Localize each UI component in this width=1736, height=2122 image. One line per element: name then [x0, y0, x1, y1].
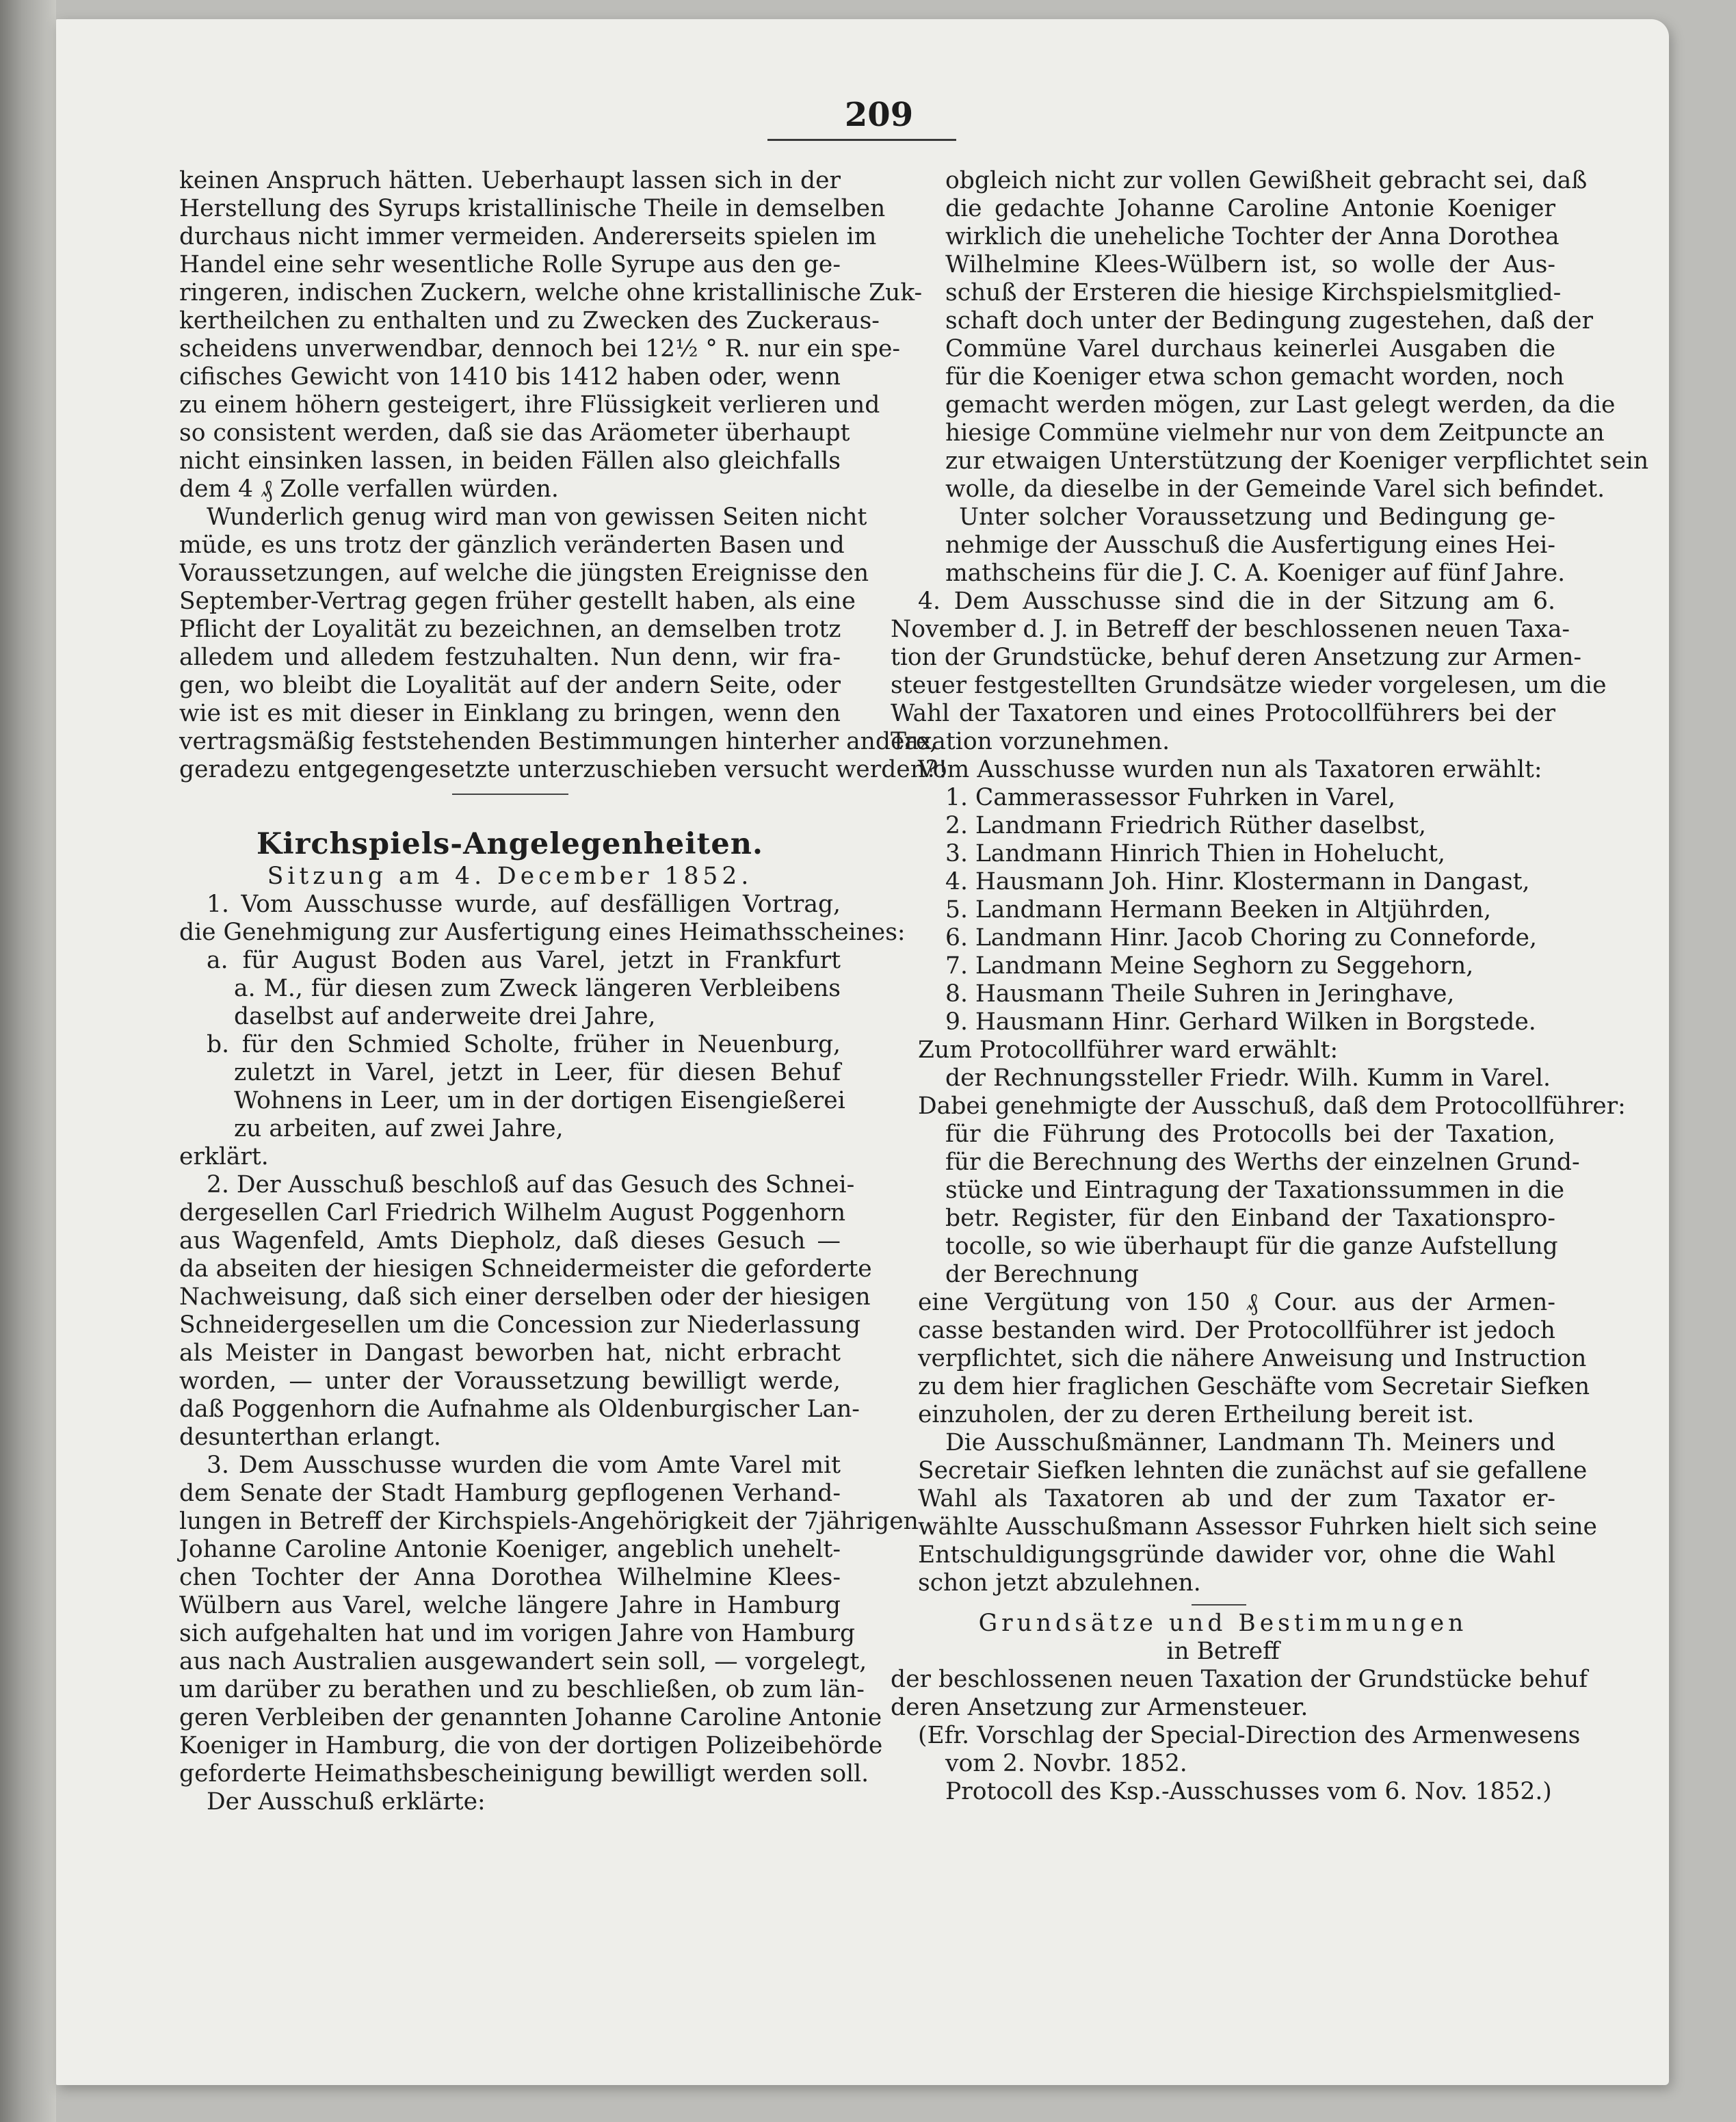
text-line: steuer festgestellten Grundsätze wieder vorgelesen, um die: [891, 672, 1607, 699]
text-line: Wahl der Taxatoren und eines Protocollführers bei der: [891, 700, 1555, 727]
text-line: sich aufgehalten hat und im vorigen Jahre von Hamburg: [179, 1620, 856, 1647]
text-line: lungen in Betreff der Kirchspiels-Angehörigkeit der 7jährigen: [179, 1508, 919, 1535]
text-line: November d. J. in Betreff der beschlossenen neuen Taxa-: [891, 616, 1570, 643]
list-item: 6. Landmann Hinr. Jacob Choring zu Conneforde,: [945, 924, 1537, 952]
text-line: worden, — unter der Voraussetzung bewilligt werde,: [179, 1367, 841, 1395]
text-line: zu dem hier fraglichen Geschäfte vom Secretair Siefken: [918, 1373, 1590, 1400]
text-line: Wohnens in Leer, um in der dortigen Eisengießerei: [234, 1087, 845, 1114]
reference-line: vom 2. Novbr. 1852.: [945, 1750, 1187, 1777]
text-line: scheidens unverwendbar, dennoch bei 12½ ° R. nur ein spe-: [179, 335, 901, 363]
text-line: einzuholen, der zu deren Ertheilung bereit ist.: [918, 1401, 1475, 1428]
text-line: gemacht werden mögen, zur Last gelegt werden, da die: [945, 391, 1616, 419]
text-line: dem Senate der Stadt Hamburg gepflogenen Verhand-: [179, 1480, 841, 1507]
text-line: kertheilchen zu enthalten und zu Zwecken des Zuckeraus-: [179, 307, 880, 335]
text-line: dem 4 ₰ Zolle verfallen würden.: [179, 475, 559, 503]
text-line: wolle, da dieselbe in der Gemeinde Varel sich befindet.: [945, 475, 1605, 503]
item-4: [891, 588, 1607, 756]
list-item: 3. Landmann Hinrich Thien in Hohelucht,: [945, 840, 1445, 867]
reference-line: (Efr. Vorschlag der Special-Direction des Armenwesens: [918, 1722, 1581, 1749]
text-line: dergesellen Carl Friedrich Wilhelm August Poggenhorn: [179, 1199, 846, 1227]
session-date: Sitzung am 4. December 1852.: [267, 863, 753, 890]
reference-line: Protocoll des Ksp.-Ausschusses vom 6. Nov. 1852.): [945, 1778, 1552, 1805]
text-line: 3. Dem Ausschusse wurden die vom Amte Varel mit: [207, 1452, 841, 1479]
section-divider: [452, 794, 568, 795]
text-line: geradezu entgegengesetzte unterzuschieben versucht werden?!: [179, 756, 948, 783]
left-column: [179, 167, 948, 1816]
right-column: [891, 167, 1649, 1806]
text-line: nicht einsinken lassen, in beiden Fällen also gleichfalls: [179, 447, 841, 475]
page-number-rule: [767, 139, 956, 141]
text-line: schon jetzt abzulehnen.: [918, 1569, 1201, 1597]
list-item: 5. Landmann Hermann Beeken in Altjührden,: [945, 896, 1492, 924]
text-line: Herstellung des Syrups kristallinische Theile in demselben: [179, 195, 886, 222]
text-line: der Berechnung: [945, 1261, 1139, 1288]
text-line: cifisches Gewicht von 1410 bis 1412 haben oder, wenn: [179, 363, 841, 391]
text-line: Unter solcher Voraussetzung und Bedingung ge-: [959, 503, 1555, 531]
text-line: 4. Dem Ausschusse sind die in der Sitzung am 6.: [918, 588, 1555, 615]
text-line: a. M., für diesen zum Zweck längeren Verbleibens: [234, 975, 841, 1002]
text-line: eine Vergütung von 150 ₰ Cour. aus der Armen-: [918, 1289, 1555, 1316]
list-item: 4. Hausmann Joh. Hinr. Klostermann in Dangast,: [945, 868, 1530, 895]
text-line: alledem und alledem festzuhalten. Nun denn, wir fra-: [179, 644, 841, 671]
text-line: betr. Register, für den Einband der Taxationspro-: [945, 1205, 1555, 1232]
text-line: hiesige Commüne vielmehr nur von dem Zeitpuncte an: [945, 419, 1605, 447]
text-line: keinen Anspruch hätten. Ueberhaupt lassen sich in der: [179, 167, 841, 194]
approval-block: [891, 1121, 1580, 1289]
text-line: Wunderlich genug wird man von gewissen Seiten nicht: [207, 503, 867, 531]
text-line: so consistent werden, daß sie das Aräometer überhaupt: [179, 419, 850, 447]
text-line: a. für August Boden aus Varel, jetzt in Frankfurt: [207, 947, 841, 974]
paragraph-syrup: [179, 167, 923, 503]
text-line: für die Führung des Protocolls bei der Taxation,: [945, 1121, 1555, 1148]
text-line: tocolle, so wie überhaupt für die ganze Aufstellung: [945, 1233, 1558, 1260]
text-line: zuletzt in Varel, jetzt in Leer, für diesen Behuf: [234, 1059, 841, 1086]
text-line: um darüber zu berathen und zu beschließen, ob zum län-: [179, 1676, 865, 1703]
text-line: Entschuldigungsgründe dawider vor, ohne die Wahl: [918, 1541, 1555, 1569]
text-line: mathscheins für die J. C. A. Koeniger auf fünf Jahre.: [945, 560, 1566, 587]
text-line: geren Verbleiben der genannten Johanne Caroline Antonie: [179, 1704, 882, 1731]
text-line: wirklich die uneheliche Tochter der Anna Dorothea: [945, 223, 1560, 250]
text-line: tion der Grundstücke, behuf deren Ansetzung zur Armen-: [891, 644, 1582, 671]
text-line: obgleich nicht zur vollen Gewißheit gebracht sei, daß: [945, 167, 1588, 194]
text-line: desunterthan erlangt.: [179, 1424, 441, 1451]
text-line: deren Ansetzung zur Armensteuer.: [891, 1694, 1308, 1721]
scan-edge-shadow: [0, 0, 56, 2122]
item-2: [179, 1171, 872, 1452]
protocol-name: der Rechnungssteller Friedr. Wilh. Kumm in Varel.: [945, 1064, 1551, 1092]
section-divider: [1192, 1604, 1246, 1606]
text-line: die Genehmigung zur Ausfertigung eines Heimathsscheines:: [179, 919, 906, 946]
text-line: Taxation vorzunehmen.: [891, 728, 1170, 755]
text-line: müde, es uns trotz der gänzlich veränderten Basen und: [179, 532, 845, 559]
text-line: stücke und Eintragung der Taxationssummen in die: [945, 1177, 1565, 1204]
text-line: zu arbeiten, auf zwei Jahre,: [234, 1115, 564, 1142]
text-line: für die Koeniger etwa schon gemacht worden, noch: [945, 363, 1564, 391]
text-line: Die Ausschußmänner, Landmann Th. Meiners und: [945, 1429, 1555, 1456]
text-line: nehmige der Ausschuß die Ausfertigung eines Hei-: [945, 532, 1555, 559]
text-line: Koeniger in Hamburg, die von der dortigen Polizeibehörde: [179, 1732, 883, 1759]
text-line: ringeren, indischen Zuckern, welche ohne kristallinische Zuk-: [179, 279, 923, 306]
list-item: 8. Hausmann Theile Suhren in Jeringhave,: [945, 980, 1455, 1008]
text-line: zu einem höhern gesteigert, ihre Flüssigkeit verlieren und: [179, 391, 880, 419]
subheading: Grundsätze und Bestimmungen: [978, 1610, 1468, 1637]
text-line: Wilhelmine Klees-Wülbern ist, so wolle der Aus-: [945, 251, 1555, 278]
text-line: für die Berechnung des Werths der einzelnen Grund-: [945, 1149, 1580, 1176]
protocol-intro: Zum Protocollführer ward erwählt:: [918, 1036, 1339, 1064]
text-line: gen, wo bleibt die Loyalität auf der andern Seite, oder: [179, 672, 841, 699]
text-line: Commüne Varel durchaus keinerlei Ausgaben die: [945, 335, 1555, 363]
taxatoren-intro: Vom Ausschusse wurden nun als Taxatoren erwählt:: [918, 756, 1542, 783]
text-line: da abseiten der hiesigen Schneidermeister die geforderte: [179, 1255, 872, 1283]
list-item: 7. Landmann Meine Seghorn zu Seggehorn,: [945, 952, 1474, 980]
text-line: Wülbern aus Varel, welche längere Jahre in Hamburg: [179, 1592, 841, 1619]
text-line: Johanne Caroline Antonie Koeniger, angeblich unehelt-: [179, 1536, 841, 1563]
text-line: die gedachte Johanne Caroline Antonie Koeniger: [945, 195, 1555, 222]
paragraph-refusal: [891, 1429, 1597, 1597]
text-line: daß Poggenhorn die Aufnahme als Oldenburgischer Lan-: [179, 1396, 860, 1423]
text-line: geforderte Heimathsbescheinigung bewilligt werden soll.: [179, 1760, 869, 1787]
paragraph-loyalty: [179, 503, 948, 784]
text-line: Voraussetzungen, auf welche die jüngsten Ereignisse den: [179, 560, 869, 587]
text-line: verpflichtet, sich die nähere Anweisung und Instruction: [918, 1345, 1587, 1372]
section-heading: Kirchspiels-Angelegenheiten.: [256, 827, 763, 861]
subheading-in-betreff: in Betreff: [1166, 1638, 1280, 1665]
text-line: Pflicht der Loyalität zu bezeichnen, an demselben trotz: [179, 616, 841, 643]
text-line: zur etwaigen Unterstützung der Koeniger verpflichtet sein: [945, 447, 1649, 475]
text-line: Schneidergesellen um die Concession zur Niederlassung: [179, 1311, 861, 1339]
text-line: wählte Ausschußmann Assessor Fuhrken hielt sich seine: [918, 1513, 1597, 1541]
text-line: casse bestanden wird. Der Protocollführer ist jedoch: [918, 1317, 1555, 1344]
text-line: Secretair Siefken lehnten die zunächst auf sie gefallene: [918, 1457, 1588, 1484]
item-3: [179, 1452, 919, 1816]
text-line: schaft doch unter der Bedingung zugestehen, daß der: [945, 307, 1593, 335]
paragraph-condition: [891, 503, 1566, 588]
text-line: daselbst auf anderweite drei Jahre,: [234, 1003, 656, 1030]
text-line: vertragsmäßig feststehenden Bestimmungen hinterher andere,: [179, 728, 938, 755]
approval-intro: Dabei genehmigte der Ausschuß, daß dem Protocollführer:: [918, 1092, 1626, 1120]
text-line: erklärt.: [179, 1143, 269, 1170]
text-line: chen Tochter der Anna Dorothea Wilhelmine Klees-: [179, 1564, 841, 1591]
taxatoren-list: [891, 784, 1555, 1036]
item-1: [179, 891, 906, 1171]
text-line: als Meister in Dangast beworben hat, nicht erbracht: [179, 1339, 841, 1367]
text-line: 2. Der Ausschuß beschloß auf das Gesuch des Schnei-: [207, 1171, 855, 1198]
payment-block: [891, 1289, 1590, 1429]
text-line: wie ist es mit dieser in Einklang zu bringen, wenn den: [179, 700, 841, 727]
list-item: 1. Cammerassessor Fuhrken in Varel,: [945, 784, 1396, 811]
text-line: September-Vertrag gegen früher gestellt haben, als eine: [179, 588, 856, 615]
page-number: 209: [844, 96, 914, 134]
text-line: durchaus nicht immer vermeiden. Andererseits spielen im: [179, 223, 877, 250]
text-line: b. für den Schmied Scholte, früher in Neuenburg,: [207, 1031, 841, 1058]
text-line: Handel eine sehr wesentliche Rolle Syrupe aus den ge-: [179, 251, 841, 278]
paragraph-koeniger: [891, 167, 1649, 503]
list-item: 2. Landmann Friedrich Rüther daselbst,: [945, 812, 1426, 839]
text-line: Der Ausschuß erklärte:: [207, 1788, 486, 1816]
text-line: Nachweisung, daß sich einer derselben oder der hiesigen: [179, 1283, 871, 1311]
text-line: aus Wagenfeld, Amts Diepholz, daß dieses Gesuch —: [179, 1227, 841, 1255]
list-item: 9. Hausmann Hinr. Gerhard Wilken in Borgstede.: [945, 1008, 1536, 1036]
text-line: aus nach Australien ausgewandert sein soll, — vorgelegt,: [179, 1648, 867, 1675]
text-line: schuß der Ersteren die hiesige Kirchspielsmitglied-: [945, 279, 1562, 306]
text-line: 1. Vom Ausschusse wurde, auf desfälligen Vortrag,: [207, 891, 841, 918]
text-line: der beschlossenen neuen Taxation der Grundstücke behuf: [891, 1666, 1588, 1693]
text-line: Wahl als Taxatoren ab und der zum Taxator er-: [918, 1485, 1555, 1512]
